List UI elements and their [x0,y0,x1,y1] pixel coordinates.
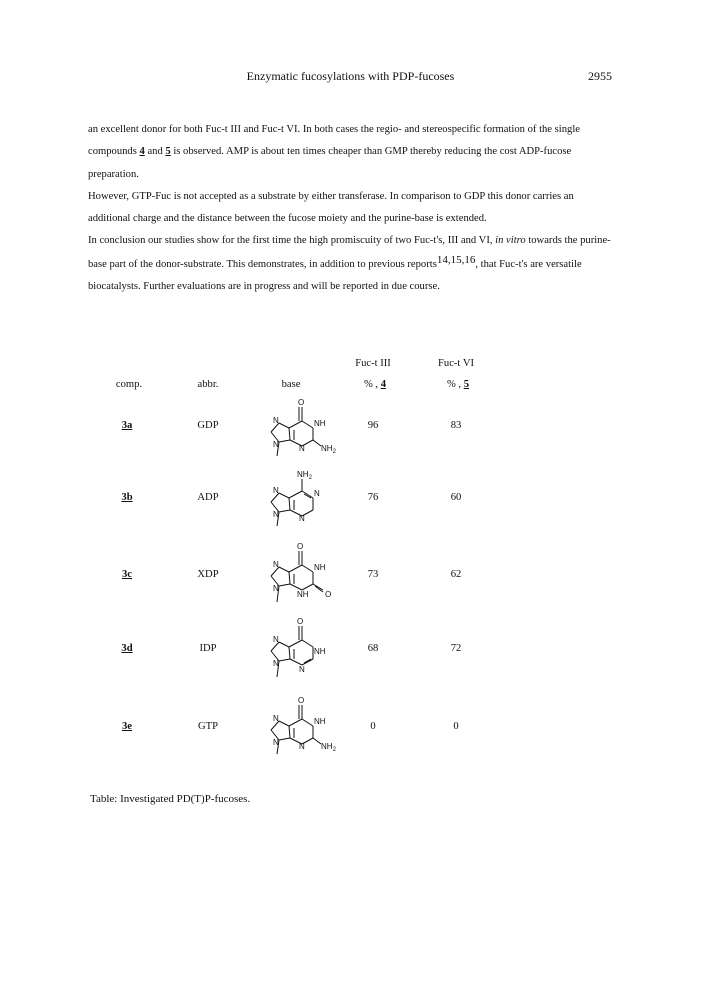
row-3d-fuc6: 72 [450,643,462,654]
row-3c-fuc6: 62 [450,569,462,580]
atom-label-main: NH [321,742,333,751]
row-3a-fuc6: 83 [450,420,462,431]
row-3a-fuc3: 96 [367,420,379,431]
atom-label: O [325,590,332,599]
atom-label: NH [314,563,326,572]
header-yield-4 [364,379,386,390]
atom-label: N [299,444,305,453]
row-3e-abbr: GTP [197,721,219,732]
compound-ref-5: 5 [165,146,171,158]
row-3a-comp: 3a [121,420,133,431]
header-fuc-t-vi: Fuc-t VI [438,358,474,369]
paragraph-1 [88,119,618,186]
row-3b-comp: 3b [121,492,133,503]
atom-label: N [299,742,305,751]
text-run: is observed. AMP is about ten times cheaper than GMP thereby reducing the cost ADP-fucose preparation. [88,146,572,180]
atom-label-main: NH [321,444,333,453]
header-base: base [281,379,301,390]
header-compound-5: 5 [463,379,470,390]
atom-label: O [297,542,304,551]
guanine-structure-icon [255,396,335,471]
adenine-structure-icon [255,468,335,543]
atom-label: O [298,696,305,705]
atom-label: N [314,489,320,498]
row-3d-fuc3: 68 [367,643,379,654]
italic-text: in vitro [495,235,526,247]
atom-label: N [273,659,279,668]
atom-label: NH [314,717,326,726]
atom-label: NH [314,419,326,428]
header-yield-5 [447,379,469,390]
atom-label: N [273,584,279,593]
compound-ref-4: 4 [139,146,145,158]
row-3c-comp: 3c [122,569,132,580]
atom-label: NH [314,647,326,656]
row-3b-fuc6: 60 [450,492,462,503]
atom-label-subscript: 2 [308,475,312,481]
text-run: In conclusion our studies show for the first time the high promiscuity of two Fuc-t's, III and VI, [88,235,496,247]
text-run: an excellent donor for both Fuc-t III and Fuc-t VI. In both cases the regio- and stereospecific formation of the single compounds [88,124,580,158]
row-3a-abbr: GDP [197,420,219,431]
atom-label-subscript: 2 [332,747,336,753]
reference-superscript: 14,15,16 [436,253,476,266]
paragraph-2: However, GTP-Fuc is not accepted as a substrate by either transferase. In comparison to GDP this donor carries an additional charge and the distance between the fucose moiety and the purine-base is extended. [88,190,574,225]
atom-label-subscript: 2 [332,449,336,455]
header-fuc-t-iii: Fuc-t III [355,358,391,369]
text-run: and [144,146,166,158]
atom-label [321,444,337,455]
atom-label: N [273,416,279,425]
xanthine-structure-icon [255,542,345,619]
row-3e-comp: 3e [122,721,132,732]
atom-label: O [297,617,304,626]
atom-label: N [273,635,279,644]
page-number: 2955 [588,69,612,83]
row-3e-fuc6: 0 [453,721,459,732]
row-3c-abbr: XDP [197,569,219,580]
header-compound-4: 4 [380,379,387,390]
row-3b-abbr: ADP [197,492,219,503]
row-3b-fuc3: 76 [367,492,379,503]
hypoxanthine-structure-icon [255,617,335,692]
row-3d-abbr: IDP [199,643,217,654]
body-text [88,119,618,298]
row-3d-comp: 3d [121,643,133,654]
header-percent: % , [363,379,381,390]
guanine-structure-icon [255,694,335,769]
atom-label: N [273,738,279,747]
row-3c-fuc3: 73 [367,569,379,580]
header-abbr: abbr. [197,379,219,390]
atom-label-main: NH [297,470,309,479]
row-3e-fuc3: 0 [370,721,376,732]
atom-label [297,470,313,481]
running-header-title: Enzymatic fucosylations with PDP-fucoses [246,69,455,83]
atom-label: N [273,714,279,723]
table-caption: Table: Investigated PD(T)P-fucoses. [90,793,251,805]
header-comp: comp. [115,379,143,390]
atom-label: NH [297,590,309,599]
atom-label: O [298,398,305,407]
atom-label: N [299,665,305,674]
atom-label: N [273,440,279,449]
atom-label: N [273,486,279,495]
atom-label: N [273,510,279,519]
paragraph-3 [88,230,618,298]
header-percent: % , [446,379,464,390]
text-run: towards the purine-base part of the donor-substrate. This demonstrates, in addition to previous reports [88,235,611,270]
atom-label: N [273,560,279,569]
text-run: , that Fuc-t's are versatile biocatalysts. Further evaluations are in progress and will be reported in due course. [88,258,582,293]
atom-label: N [299,514,305,523]
atom-label [321,742,337,753]
